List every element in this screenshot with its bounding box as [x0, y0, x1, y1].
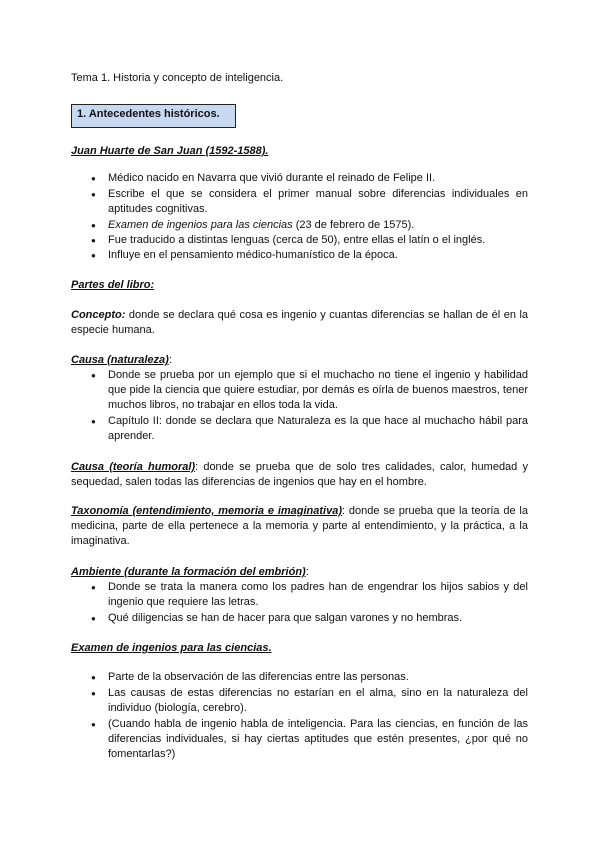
colon: :	[168, 354, 172, 366]
list-item-text: (23 de febrero de 1575).	[292, 219, 415, 231]
list-item: ● Parte de la observación de las diferencias entre las personas.	[108, 670, 528, 685]
causa-naturaleza-label: Causa (naturaleza)	[71, 354, 169, 366]
causa-humoral-text: : donde se prueba que de solo tres calidades, calor, humedad y sequedad, salen todas las diferencias de ingenios que hay en el hombre.	[71, 461, 528, 488]
list-item: ● Fue traducido a distintas lenguas (cerca de 50), entre ellas el latín o el inglés.	[108, 233, 528, 248]
book-title: Examen de ingenios para las ciencias	[108, 219, 293, 231]
concepto-paragraph	[71, 308, 528, 338]
causa-humoral-label: Causa (teoría humoral)	[71, 461, 196, 473]
ambiente-heading	[71, 565, 309, 580]
causa-humoral-paragraph	[71, 460, 528, 490]
list-item: ● Donde se prueba por un ejemplo que si el muchacho no tiene el ingenio y habilidad que pide la ciencia que quiere estudiar, por demás es oírla de buenos maestros, tener muchos libros, no trabajar en ellos toda la vida.	[108, 368, 528, 413]
examen-heading: Examen de ingenios para las ciencias.	[71, 642, 272, 654]
ambiente-label: Ambiente (durante la formación del embrión)	[71, 566, 306, 578]
concepto-text: donde se declara qué cosa es ingenio y cuantas diferencias se hallan de él en la especie humana.	[71, 309, 528, 336]
list-item: ● Médico nacido en Navarra que vivió durante el reinado de Felipe II.	[108, 171, 528, 186]
list-item: ● Donde se trata la manera como los padres han de engendrar los hijos sabios y del ingenio que requiere las letras.	[108, 580, 528, 610]
section-heading: 1. Antecedentes históricos.	[77, 108, 220, 120]
concepto-label: Concepto:	[71, 309, 126, 321]
causa-naturaleza-heading	[71, 353, 172, 368]
list-item: ● Qué diligencias se han de hacer para que salgan varones y no hembras.	[108, 611, 528, 626]
list-item: ● Las causas de estas diferencias no estarían en el alma, sino en la naturaleza del individuo (biología, cerebro).	[108, 686, 528, 716]
colon: :	[305, 566, 309, 578]
taxonomia-text: : donde se prueba que la teoría de la medicina, parte de ella pertenece a la memoria y parte al entendimiento, y la práctica, a la imaginativa.	[71, 505, 528, 547]
author-heading: Juan Huarte de San Juan (1592-1588).	[71, 145, 269, 157]
list-item: ● Influye en el pensamiento médico-humanístico de la época.	[108, 248, 528, 263]
list-item: ● (Cuando habla de ingenio habla de inteligencia. Para las ciencias, en función de las diferencias individuales, si hay ciertas aptitudes que estén presentes, ¿por qué no fomentarlas?)	[108, 717, 528, 762]
taxonomia-paragraph	[71, 504, 528, 549]
section-heading-box	[71, 104, 236, 128]
list-item: ● Capítulo II: donde se declara que Naturaleza es la que hace al muchacho hábil para aprender.	[108, 414, 528, 444]
document-title: Tema 1. Historia y concepto de inteligencia.	[71, 72, 284, 84]
taxonomia-label: Taxonomía (entendimiento, memoria e imaginativa)	[71, 505, 343, 517]
list-item	[108, 218, 528, 233]
partes-heading: Partes del libro:	[71, 279, 155, 291]
list-item: ● Escribe el que se considera el primer manual sobre diferencias individuales en aptitudes cognitivas.	[108, 187, 528, 217]
